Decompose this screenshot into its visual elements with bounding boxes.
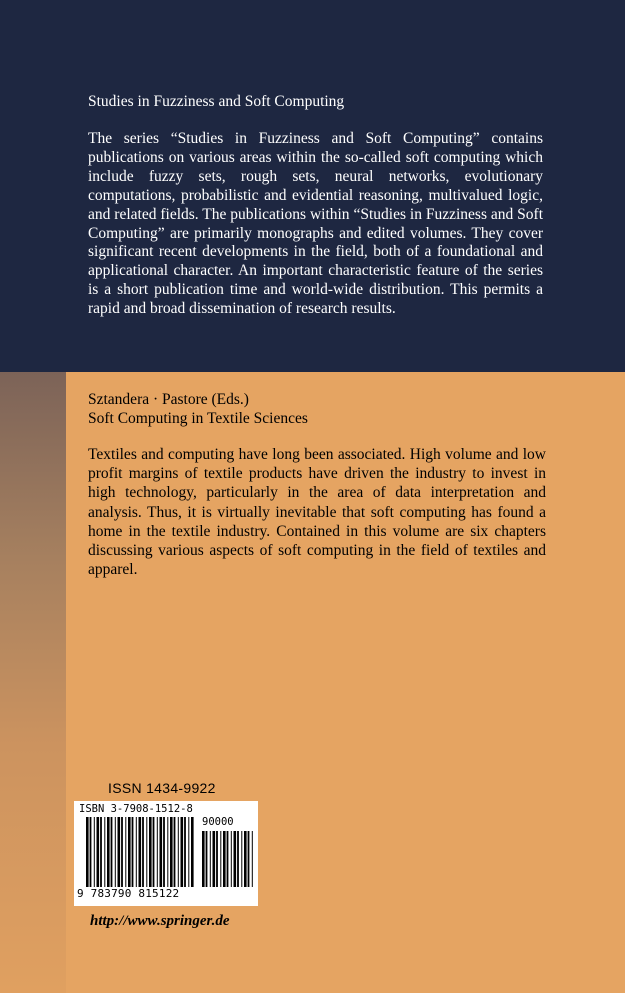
barcode-bar [213,831,216,887]
barcode-bar [139,817,142,887]
barcode-bar [206,831,208,887]
barcode-bar [231,831,232,887]
barcode-bar [136,817,137,887]
issn-label: ISSN 1434-9922 [108,780,216,796]
barcode [74,801,258,906]
publisher-url[interactable]: http://www.springer.de [90,913,230,929]
barcode-bar [97,817,100,887]
barcode-bar [248,831,250,887]
barcode-bar [227,831,229,887]
barcode-bar [128,817,131,887]
barcode-bar [178,817,179,887]
barcode-bar [174,817,176,887]
barcode-bar [160,817,163,887]
barcode-bar [163,817,165,887]
barcode-bar [153,817,155,887]
barcode-bar [104,817,105,887]
barcode-bar [132,817,134,887]
book-description: Textiles and computing have long been associated. High volume and low profit margins of textile products have driven the industry to invest in high technology, particularly in the area of data interpretation and analysis. Thus, it is virtually inevitable that soft computing has found a home in the textile industry. Contained in this volume are six chapters discussing various aspects of soft computing in the field of textiles and apparel. [88,446,546,579]
series-panel [0,0,625,372]
barcode-bar [241,831,242,887]
barcode-bar [191,817,194,887]
isbn-label: ISBN 3-7908-1512-8 [79,803,193,815]
barcode-bar [86,817,89,887]
barcode-bar [202,831,205,887]
barcode-bar [188,817,189,887]
barcode-bar [157,817,158,887]
barcode-bar [216,831,218,887]
barcode-bar [125,817,126,887]
book-title: Soft Computing in Textile Sciences [88,410,308,427]
barcode-bar [121,817,123,887]
barcode-bar [252,831,253,887]
barcode-bar [234,831,237,887]
book-editors: Sztandera · Pastore (Eds.) [88,391,249,408]
barcode-bar [223,831,226,887]
barcode-bar [111,817,113,887]
barcode-bar [220,831,221,887]
barcode-bar [118,817,121,887]
barcode-bar [94,817,95,887]
spine-gradient [0,372,66,993]
barcode-bar [244,831,247,887]
series-description: The series “Studies in Fuzziness and Soft Computing” contains publications on various areas within the so-called soft computing which include fuzzy sets, rough sets, neural networks, evolutionary computations, probabilistic and evidential reasoning, multivalued logic, and related fields. The publications within “Studies in Fuzziness and Soft Computing” are primarily monographs and edited volumes. They cover significant recent developments in the field, both of a foundational and applicational character. An important characteristic feature of the series is a short publication time and world-wide distribution. This permits a rapid and broad dissemination of research results. [88,130,543,318]
addon-digits: 90000 [202,816,234,828]
ean-digits: 9 783790 815122 [77,887,180,900]
barcode-bar [146,817,147,887]
barcode-bar [107,817,110,887]
barcode-bar [90,817,92,887]
barcode-bar [170,817,173,887]
barcode-bar [184,817,186,887]
barcode-bar [167,817,168,887]
barcode-bar [149,817,152,887]
barcode-bar [210,831,211,887]
barcode-bar [142,817,144,887]
barcode-bar [237,831,239,887]
series-title: Studies in Fuzziness and Soft Computing [88,93,345,110]
barcode-bar [100,817,102,887]
barcode-bar [115,817,116,887]
barcode-bar [181,817,184,887]
